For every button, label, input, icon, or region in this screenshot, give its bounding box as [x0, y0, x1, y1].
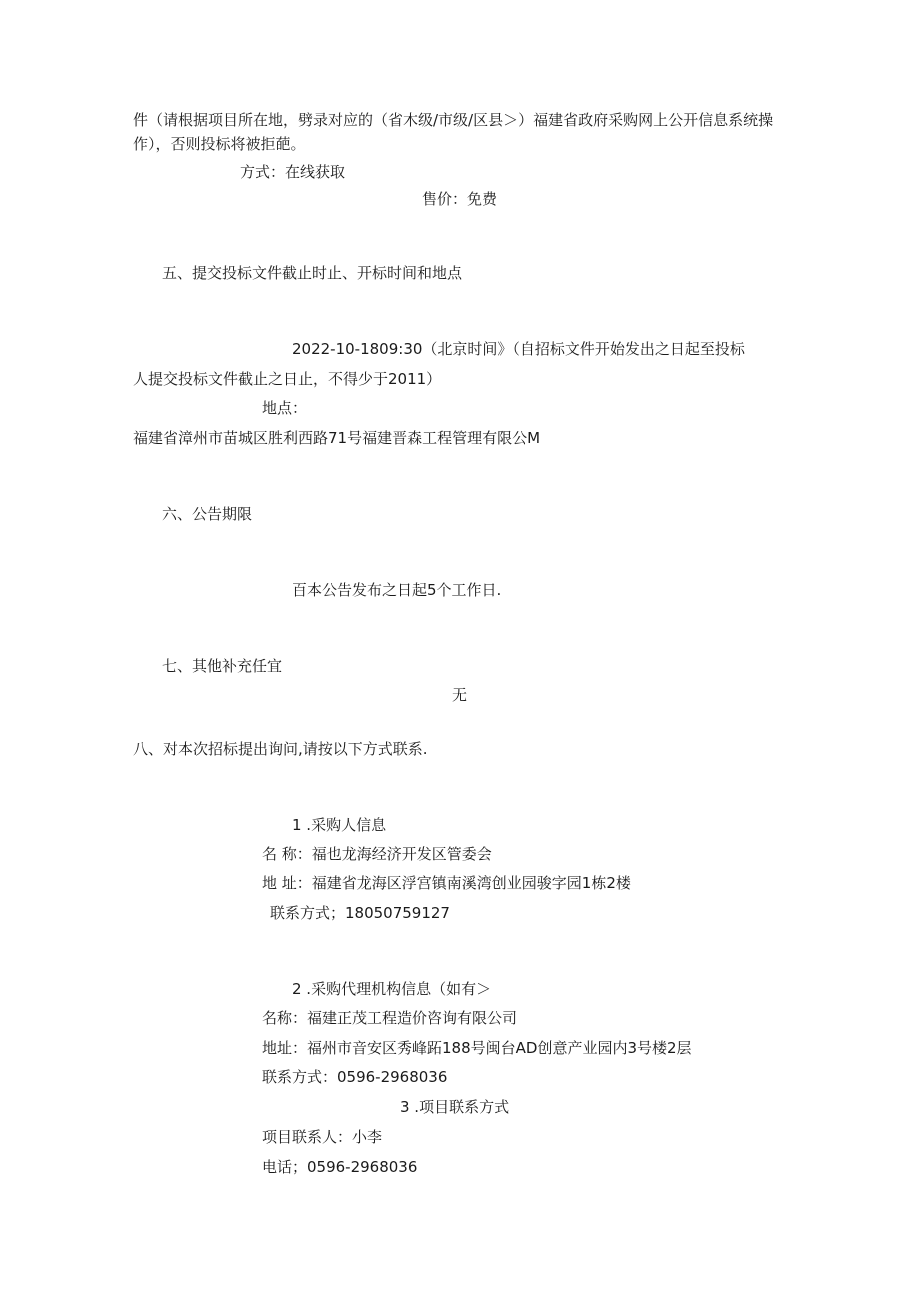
purchaser-name: 名 称：福也龙海经济开发区管委会: [262, 845, 492, 863]
purchaser-contact: 联系方式；18050759127: [270, 904, 450, 922]
intro-line-1: 件（请根据项目所在地，劈录对应的（省木级/市级/区县＞）福建省政府采购网上公开信息系统操: [133, 111, 774, 129]
deadline-line-2: 人提交投标文件截止之日止，不得少于2011）: [133, 370, 442, 388]
section6-heading: 六、公告期限: [162, 505, 253, 523]
intro-line-2: 作），否则投标将被拒葩。: [133, 135, 306, 153]
purchaser-title: 1 .采购人信息: [292, 816, 387, 834]
agency-name: 名称：福建正茂工程造价咨询有限公司: [262, 1009, 518, 1027]
agency-contact: 联系方式：0596-2968036: [262, 1068, 448, 1086]
purchaser-address: 地 址：福建省龙海区浮宫镇南溪湾创业园骏字园1栋2楼: [262, 874, 631, 892]
project-person: 项目联系人：小李: [262, 1128, 383, 1146]
section6-content: 百本公告发布之日起5个工作日.: [292, 581, 502, 599]
section7-heading: 七、其他补充任宜: [162, 657, 283, 675]
project-phone: 电话；0596-2968036: [262, 1158, 418, 1176]
obtain-method: 方式：在线获取: [240, 163, 346, 181]
section5-heading: 五、提交投标文件截止时止、开标时间和地点: [162, 264, 463, 282]
place-label: 地点：: [262, 399, 308, 417]
section7-content: 无: [452, 686, 468, 704]
obtain-price: 售价：免费: [422, 190, 498, 208]
deadline-line-1: 2022-10-1809:30（北京时间》（自招标文件开始发出之日起至投标: [292, 340, 745, 358]
agency-address: 地址：福州市音安区秀峰跖188号闽台AD创意产业园内3号楼2层: [262, 1039, 692, 1057]
project-title: 3 .项目联系方式: [400, 1098, 510, 1116]
place-value: 福建省漳州市苗城区胜利西路71号福建晋森工程管理有限公M: [133, 429, 541, 447]
agency-title: 2 .采购代理机构信息（如有＞: [292, 980, 492, 998]
section8-heading: 八、对本次招标提出询问,请按以下方式联系.: [133, 740, 428, 758]
